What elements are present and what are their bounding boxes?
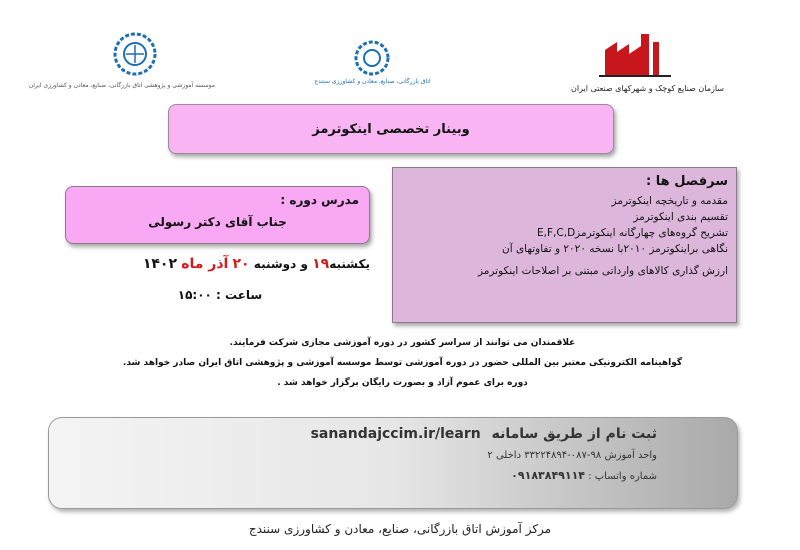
- time-label: ساعت :: [216, 288, 263, 302]
- day2-number: ۲۰: [232, 256, 250, 272]
- registration-link[interactable]: sanandajccim.ir/learn: [310, 426, 481, 442]
- left-logo-caption: موسسه آموزشی و پژوهشی اتاق بازرگانی، صنایع، معادن و کشاورزی ایران: [28, 82, 215, 89]
- instructor-label: مدرس دوره :: [280, 193, 359, 207]
- registration-box: [48, 417, 738, 509]
- training-unit-phone: واحد آموزش ۹۸-۰۸۷-۳۳۲۲۴۸۹۴ داخلی ۲: [487, 450, 657, 461]
- registration-prefix: ثبت نام از طریق سامانه: [491, 426, 657, 442]
- whatsapp-line: [69, 469, 657, 482]
- webinar-title: وبینار تخصصی اینکوترمز: [168, 104, 614, 154]
- globe-emblem-icon: [105, 30, 165, 78]
- notes: [50, 333, 755, 393]
- day1-name: یکشنبه: [329, 257, 370, 271]
- month-name: آذر ماه: [181, 256, 229, 272]
- year: ۱۴۰۲: [142, 256, 178, 272]
- right-logo-caption: سازمان صنایع کوچک و شهرکهای صنعتی ایران: [570, 84, 724, 93]
- whatsapp-number: ۰۹۱۸۳۸۴۹۱۱۴: [511, 469, 586, 482]
- sanandaj-chamber-logo: [305, 38, 440, 93]
- time-value: ۱۵:۰۰: [177, 288, 212, 302]
- whatsapp-label: شماره واتساپ :: [588, 471, 657, 482]
- iran-chamber-institute-logo: [28, 30, 215, 102]
- syllabus-item: نگاهی براینکوترمز ۲۰۱۰با نسخه ۲۰۲۰ و تفاوتهای آن: [502, 243, 728, 255]
- syllabus-item: مقدمه و تاریخچه اینکوترمز: [611, 195, 728, 207]
- footer-org-name: مرکز آموزش اتاق بازرگانی، صنایع، معادن و کشاورزی سنندج: [248, 522, 552, 536]
- note-line: دوره برای عموم آزاد و بصورت رایگان برگزار خواهد شد .: [277, 378, 528, 388]
- factory-emblem-icon: [595, 28, 675, 80]
- instructor-box: [65, 186, 370, 244]
- globe-emblem-icon: [347, 38, 397, 78]
- syllabus-box: [392, 167, 737, 323]
- syllabus-item: تشریح گروه‌های چهارگانه اینکوترمزE,F,C,D: [537, 227, 728, 239]
- syllabus-item: ارزش گذاری کالاهای وارداتی مبتنی بر اصلاحات اینکوترمز: [477, 265, 728, 277]
- instructor-name: جناب آقای دکتر رسولی: [148, 215, 287, 229]
- syllabus-heading: سرفصل ها :: [646, 174, 728, 189]
- note-line: علاقمندان می توانند از سراسر کشور در دوره آموزشی مجازی شرکت فرمایند.: [229, 338, 576, 348]
- registration-line: [69, 426, 657, 442]
- note-line: گواهینامه الکترونیکی معتبر بین المللی حضور در دوره آموزشی توسط موسسه آموزشی و پژوهشی اتاق ایران صادر خواهد شد.: [122, 358, 683, 368]
- course-time: [155, 288, 285, 302]
- course-dates: [75, 256, 370, 272]
- syllabus-item: تقسیم بندی اینکوترمز: [633, 211, 728, 223]
- date-connector: و دوشنبه: [253, 257, 308, 271]
- day1-number: ۱۹: [312, 256, 330, 272]
- mid-logo-caption: اتاق بازرگانی، صنایع، معادن و کشاورزی سنندج: [314, 78, 431, 85]
- small-industries-org-logo: [555, 28, 740, 100]
